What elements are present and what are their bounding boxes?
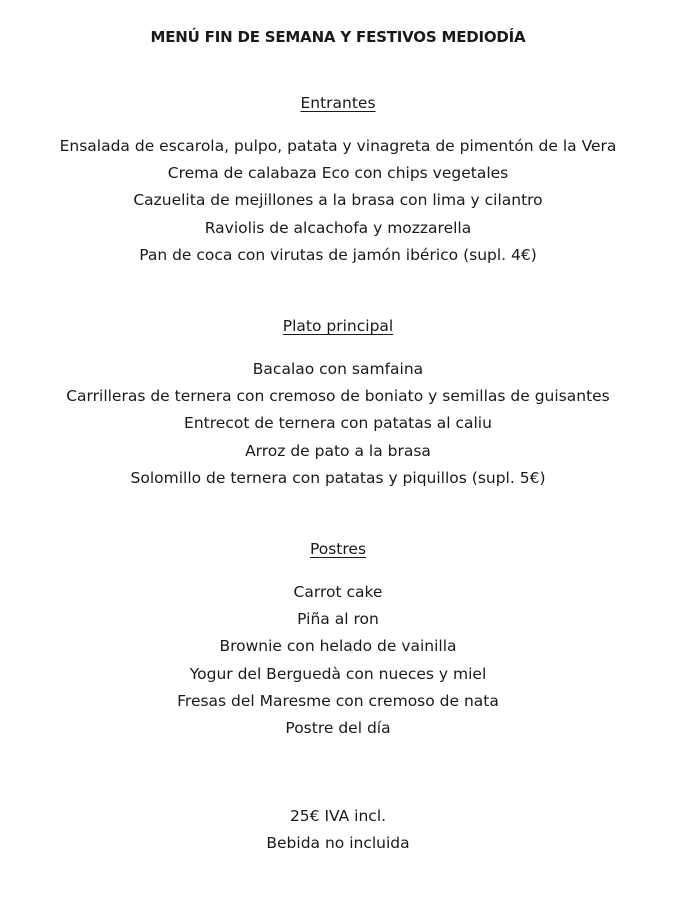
menu-item: Brownie con helado de vainilla [219,637,457,656]
section-plato-principal [0,316,676,492]
menu-item: Carrilleras de ternera con cremoso de boniato y semillas de guisantes [66,387,610,406]
menu-item: Bacalao con samfaina [252,360,424,378]
menu-item: Carrot cake [293,583,383,601]
menu-item: Arroz de pato a la brasa [245,441,431,460]
menu-item: Entrecot de ternera con patatas al caliu [184,414,492,433]
menu-item: Yogur del Berguedà con nueces y miel [189,664,487,683]
section-heading-postres: Postres [309,540,367,558]
section-heading-plato-principal: Plato principal [282,317,394,335]
price-note: 25€ IVA incl. [289,807,387,825]
menu-item: Crema de calabaza Eco con chips vegetales [167,164,509,183]
menu-item: Pan de coca con virutas de jamón ibérico (supl. 4€) [139,245,537,264]
menu-item: Cazuelita de mejillones a la brasa con lima y cilantro [133,191,543,210]
menu-item: Postre del día [285,719,391,738]
section-postres [0,539,676,742]
menu-item: Raviolis de alcachofa y mozzarella [204,218,472,237]
menu-item: Piña al ron [297,610,379,629]
section-entrantes [0,93,676,269]
section-heading-entrantes: Entrantes [300,94,376,112]
menu-footer [0,803,676,857]
menu-title: MENÚ FIN DE SEMANA Y FESTIVOS MEDIODÍA [150,28,526,46]
menu-item: Ensalada de escarola, pulpo, patata y vinagreta de pimentón de la Vera [59,137,617,155]
drink-note: Bebida no incluida [266,834,410,853]
menu-item: Fresas del Maresme con cremoso de nata [177,691,499,710]
menu-item: Solomillo de ternera con patatas y piquillos (supl. 5€) [130,468,546,487]
